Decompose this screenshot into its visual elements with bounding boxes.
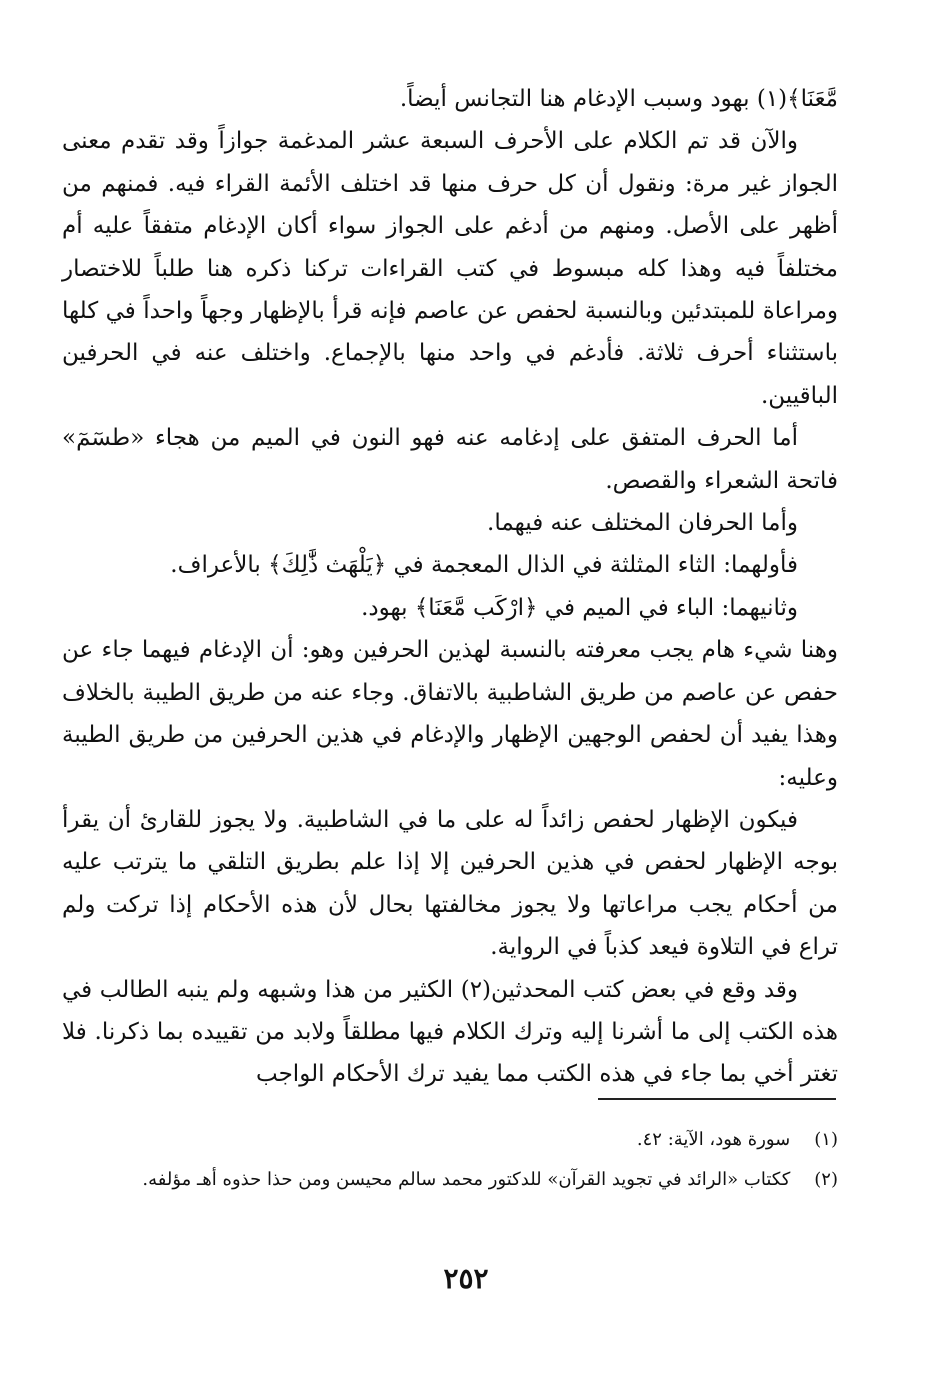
footnote [62,1160,838,1200]
footnote-text: سورة هود، الآية: ٤٢. [636,1129,791,1150]
paragraph: أما الحرف المتفق على إدغامه عنه فهو النون في الميم من هجاء «طسٓمٓ» فاتحة الشعراء والقصص. [62,425,838,494]
footnote-text: ككتاب «الرائد في تجويد القرآن» للدكتور محمد سالم محيسن ومن حذا حذوه أهـ مؤلفه. [142,1169,791,1190]
footnotes [62,1120,838,1200]
paragraph: فيكون الإظهار لحفص زائداً له على ما في الشاطبية. ولا يجوز للقارئ أن يقرأ بوجه الإظهار لحفص في هذين الحرفين إلا إذا علم بطريق التلقي ما يترتب عليه من أحكام يجب مراعاتها ولا يجوز مخالفتها بحال لأن هذه الأحكام إذا تركت ولم تراع في التلاوة فيعد كذباً في الرواية. [62,806,838,961]
footnote-divider [598,1098,836,1100]
footnote-number: (٢) [814,1169,838,1190]
paragraph: وقد وقع في بعض كتب المحدثين(٢) الكثير من هذا وشبهه ولم ينبه الطالب في هذه الكتب إلى ما أشرنا إليه وترك الكلام فيها مطلقاً ولابد من تقييده بما ذكرنا. فلا تغتر أخي بما جاء في هذه الكتب مما يفيد ترك الأحكام الواجب [62,976,838,1088]
main-text [62,78,838,1096]
paragraph: وهنا شيء هام يجب معرفته بالنسبة لهذين الحرفين وهو: أن الإدغام فيهما جاء عن حفص عن عاصم من طريق الشاطبية بالاتفاق. وجاء عنه من طريق الطيبة بالخلاف وهذا يفيد أن لحفص الوجهين الإظهار والإدغام في هذين الحرفين من طريق الطيبة وعليه: [62,637,838,791]
paragraph: والآن قد تم الكلام على الأحرف السبعة عشر المدغمة جوازاً وقد تقدم معنى الجواز غير مرة: ونقول أن كل حرف منها قد اختلف الأئمة القراء فيه. فمنهم من أظهر على الأصل. ومنهم من أدغم على الجواز سواء أكان الإدغام متفقاً عليه أم مختلفاً فيه وهذا كله مبسوط في كتب القراءات تركنا ذكره هنا طلباً للاختصار ومراعاة للمبتدئين وبالنسبة لحفص عن عاصم فإنه قرأ بالإظهار وجهاً واحداً في كلها باستثناء أحرف ثلاثة. فأدغم في واحد منها بالإجماع. واختلف عنه في الحرفين الباقيين. [62,128,838,409]
page-number: ٢٥٢ [443,1262,489,1295]
paragraph: وثانيهما: الباء في الميم في ﴿ارْكَب مَّعَنَا﴾ بهود. [361,594,798,621]
paragraph: فأولهما: الثاء المثلثة في الذال المعجمة في ﴿يَلْهَث ذَّٰلِكَ﴾ بالأعراف. [170,552,798,579]
paragraph: وأما الحرفان المختلف عنه فيهما. [487,510,798,537]
paragraph-continuation: مَّعَنَا﴾(١) بهود وسبب الإدغام هنا التجانس أيضاً. [399,86,838,112]
footnote-number: (١) [814,1129,838,1150]
footnote [62,1120,838,1160]
